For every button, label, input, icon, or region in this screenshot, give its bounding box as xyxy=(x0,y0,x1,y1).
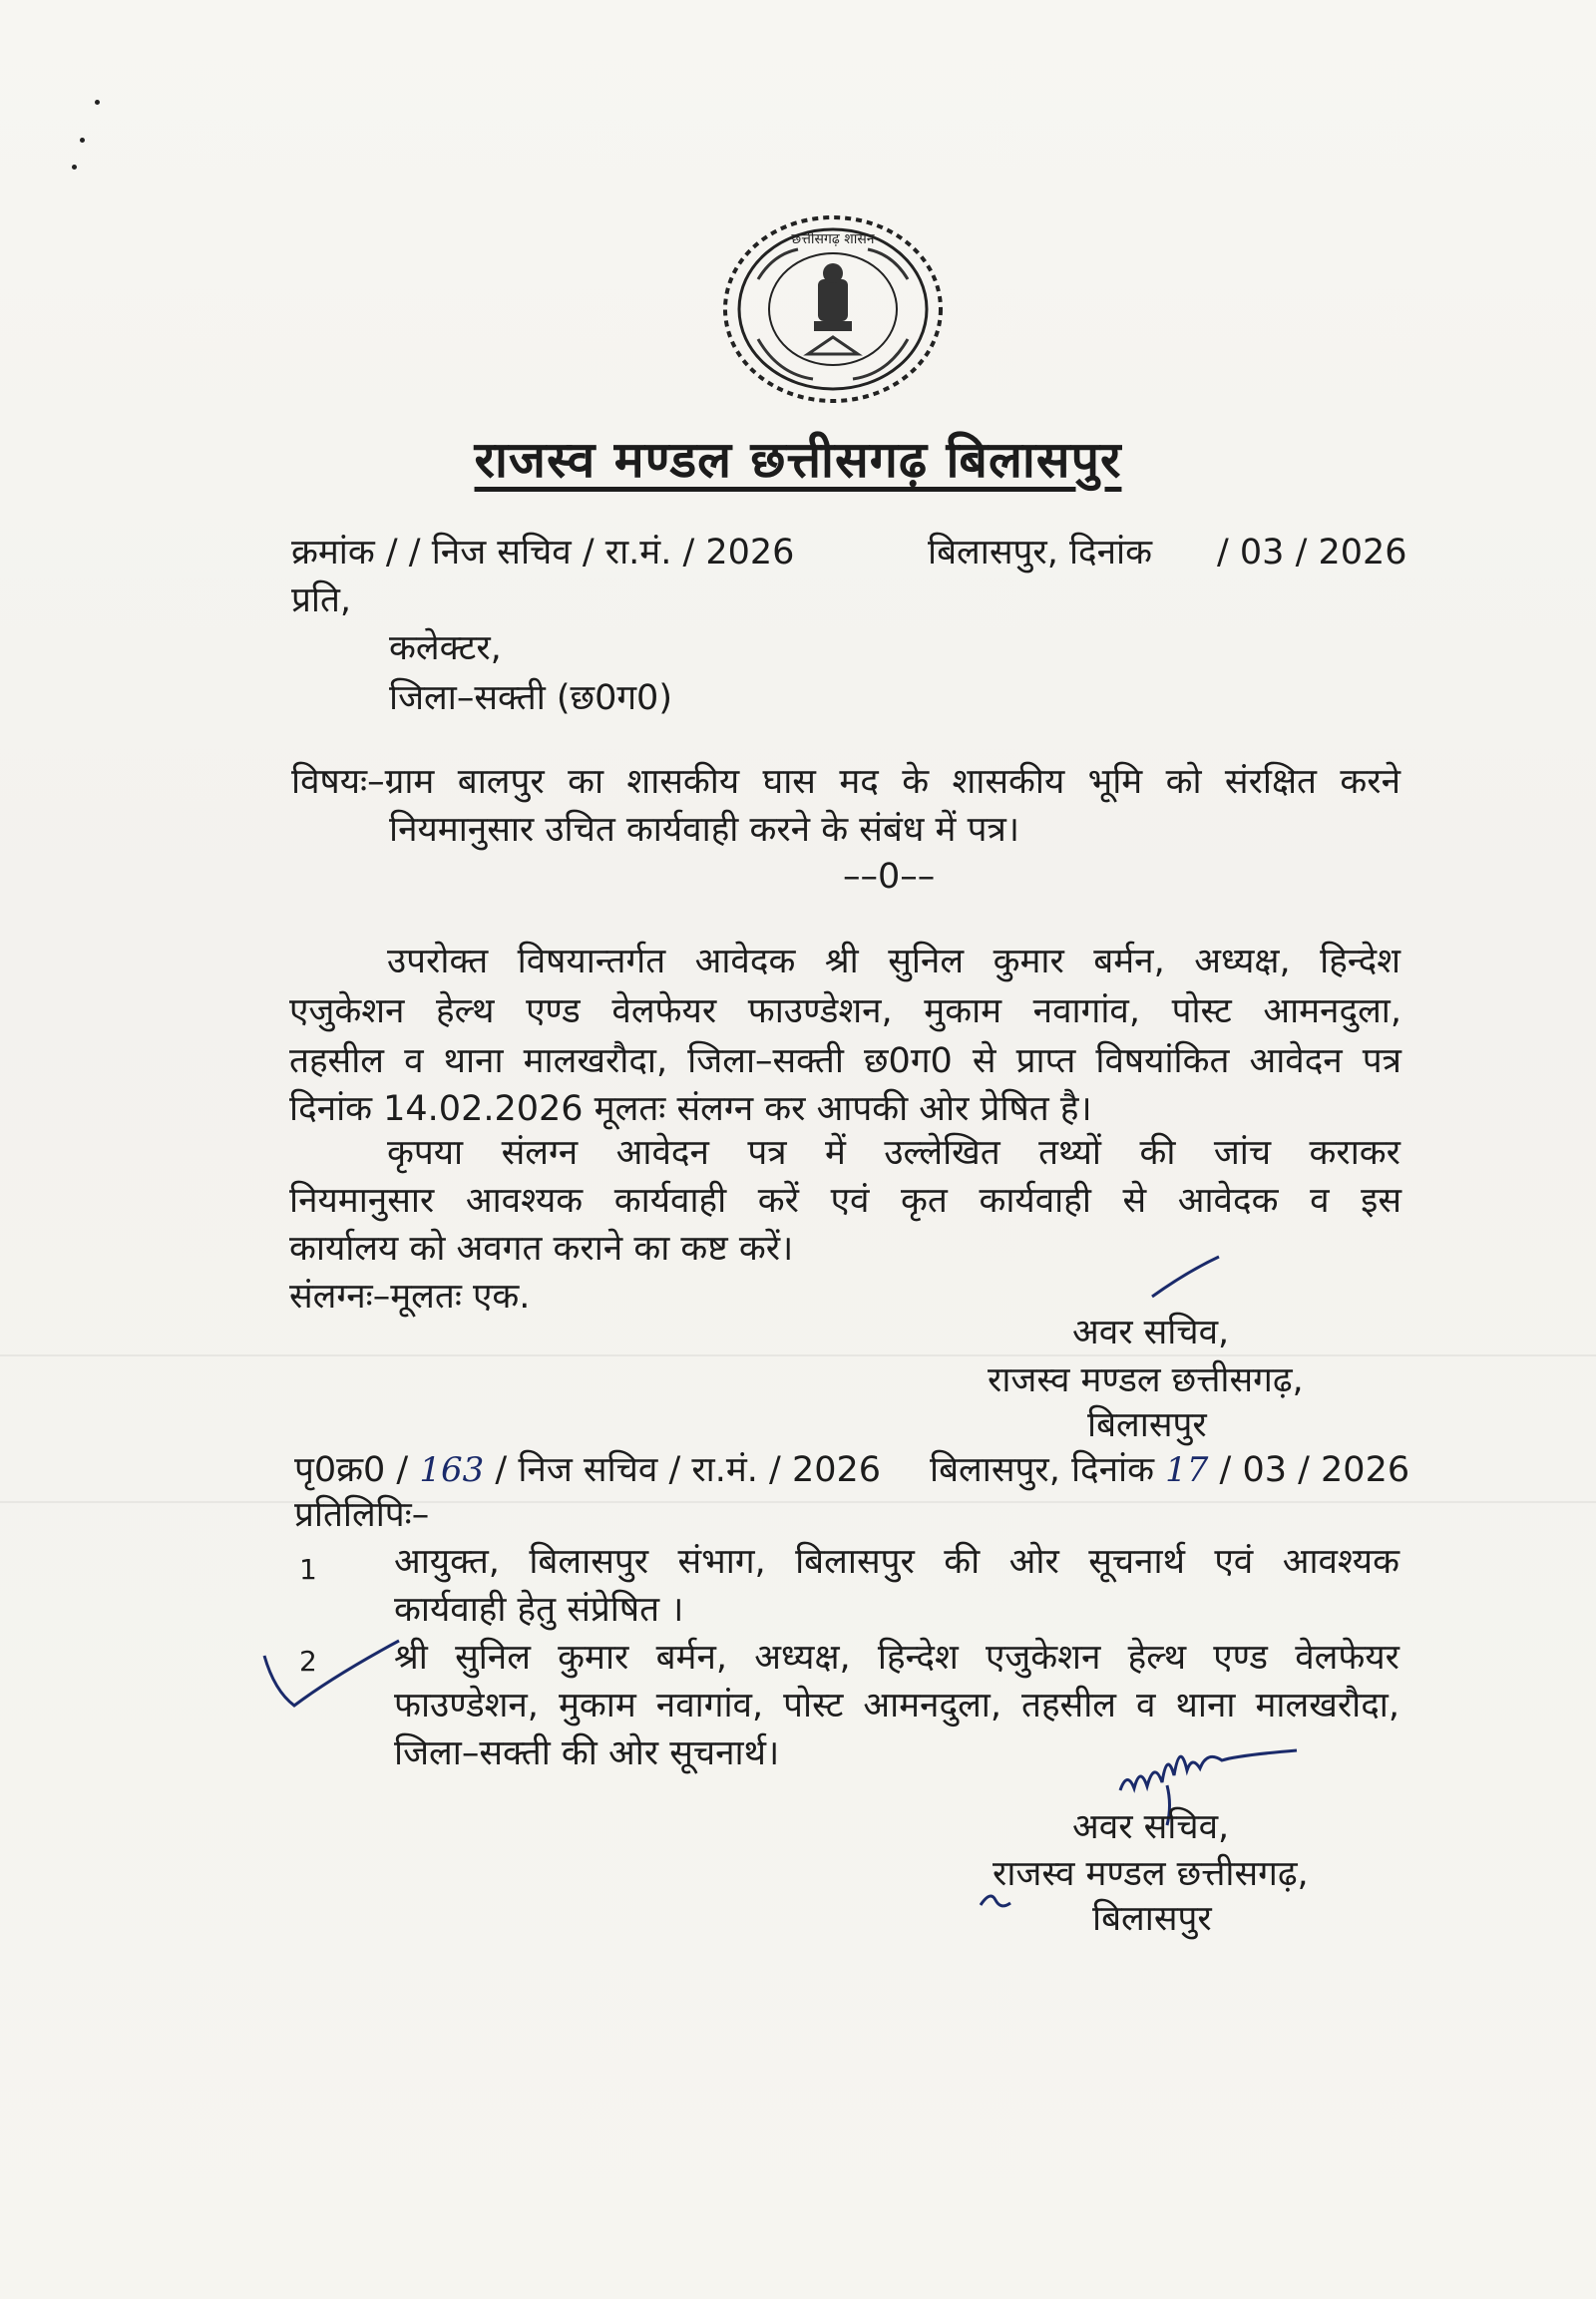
speck xyxy=(80,138,85,143)
tick-mark xyxy=(254,1636,404,1716)
para2-line: नियमानुसार आवश्यक कार्यवाही करें एवं कृत कार्यवाही से आवेदक व इस xyxy=(289,1181,1401,1221)
endorsement-date xyxy=(930,1446,1409,1494)
addressee-line1: कलेक्टर, xyxy=(389,628,502,668)
speck xyxy=(95,100,100,105)
copy-item-line: फाउण्डेशन, मुकाम नवागांव, पोस्ट आमनदुला, तहसील व थाना मालखरौदा, xyxy=(394,1686,1399,1725)
addressee-line2: जिला–सक्ती (छ0ग0) xyxy=(389,678,672,718)
copy-item-line: आयुक्त, बिलासपुर संभाग, बिलासपुर की ओर सूचनार्थ एवं आवश्यक xyxy=(394,1542,1399,1582)
para1-line: एजुकेशन हेल्थ एण्ड वेलफेयर फाउण्डेशन, मुकाम नवागांव, पोस्ट आमनदुला, xyxy=(289,991,1401,1031)
endorsement-date-rest: / 03 / 2026 xyxy=(1219,1450,1410,1490)
endorsement-number xyxy=(294,1446,881,1494)
signature1-line2: राजस्व मण्डल छत्तीसगढ़, xyxy=(988,1360,1304,1400)
copy-label: प्रतिलिपिः– xyxy=(294,1495,430,1535)
paper-fold xyxy=(0,1501,1596,1503)
seal-label: छत्तीसगढ़ शासन xyxy=(791,231,875,247)
endorsement-place-date: बिलासपुर, दिनांक xyxy=(930,1450,1154,1490)
item-number: 1 xyxy=(299,1553,317,1586)
handwritten-day: 17 xyxy=(1165,1450,1209,1490)
para1-line: तहसील व थाना मालखरौदा, जिला–सक्ती छ0ग0 से प्राप्त विषयांकित आवेदन पत्र xyxy=(289,1041,1401,1081)
item-number: 2 xyxy=(299,1645,317,1678)
signature2-line2: राजस्व मण्डल छत्तीसगढ़, xyxy=(993,1854,1309,1894)
reference-number: क्रमांक / / निज सचिव / रा.मं. / 2026 xyxy=(291,533,795,573)
subject-line2: नियमानुसार उचित कार्यवाही करने के संबंध में पत्र। xyxy=(389,810,1020,850)
subject-line1: विषयः–ग्राम बालपुर का शासकीय घास मद के शासकीय भूमि को संरक्षित करने xyxy=(291,762,1400,802)
signature1-line1: अवर सचिव, xyxy=(1072,1313,1230,1352)
endorsement-prefix: पृ0क्र0 / xyxy=(294,1450,409,1490)
endorsement-suffix: / निज सचिव / रा.मं. / 2026 xyxy=(495,1450,882,1490)
signature2-line3: बिलासपुर xyxy=(1092,1899,1212,1939)
paper-fold xyxy=(0,1354,1596,1356)
para1-line: उपरोक्त विषयान्तर्गत आवेदक श्री सुनिल कुमार बर्मन, अध्यक्ष, हिन्देश xyxy=(387,942,1400,981)
para1-line: दिनांक 14.02.2026 मूलतः संलग्न कर आपकी ओर प्रेषित है। xyxy=(289,1089,1092,1129)
date-value: / 03 / 2026 xyxy=(1217,533,1407,573)
signature-stroke xyxy=(1147,1252,1227,1302)
enclosure: संलग्नः–मूलतः एक. xyxy=(289,1277,531,1317)
addressee-prefix: प्रति, xyxy=(291,580,352,620)
pen-mark xyxy=(976,1885,1015,1915)
government-seal-emblem xyxy=(718,209,948,409)
signature1-line3: बिलासपुर xyxy=(1087,1405,1207,1445)
speck xyxy=(72,165,77,170)
place-date-label: बिलासपुर, दिनांक xyxy=(928,533,1152,573)
handwritten-number: 163 xyxy=(419,1450,485,1490)
para2-line: कार्यालय को अवगत कराने का कष्ट करें। xyxy=(289,1229,794,1269)
copy-item-line: जिला–सक्ती की ओर सूचनार्थ। xyxy=(394,1733,780,1773)
copy-item-line: कार्यवाही हेतु संप्रेषित । xyxy=(394,1590,684,1630)
page-title: राजस्व मण्डल छत्तीसगढ़ बिलासपुर xyxy=(474,431,1122,489)
para2-line: कृपया संलग्न आवेदन पत्र में उल्लेखित तथ्यों की जांच कराकर xyxy=(387,1133,1400,1173)
copy-item-line: श्री सुनिल कुमार बर्मन, अध्यक्ष, हिन्देश एजुकेशन हेल्थ एण्ड वेलफेयर xyxy=(394,1638,1399,1678)
separator: ––0–– xyxy=(843,857,936,897)
signature2-line1: अवर सचिव, xyxy=(1072,1807,1230,1847)
